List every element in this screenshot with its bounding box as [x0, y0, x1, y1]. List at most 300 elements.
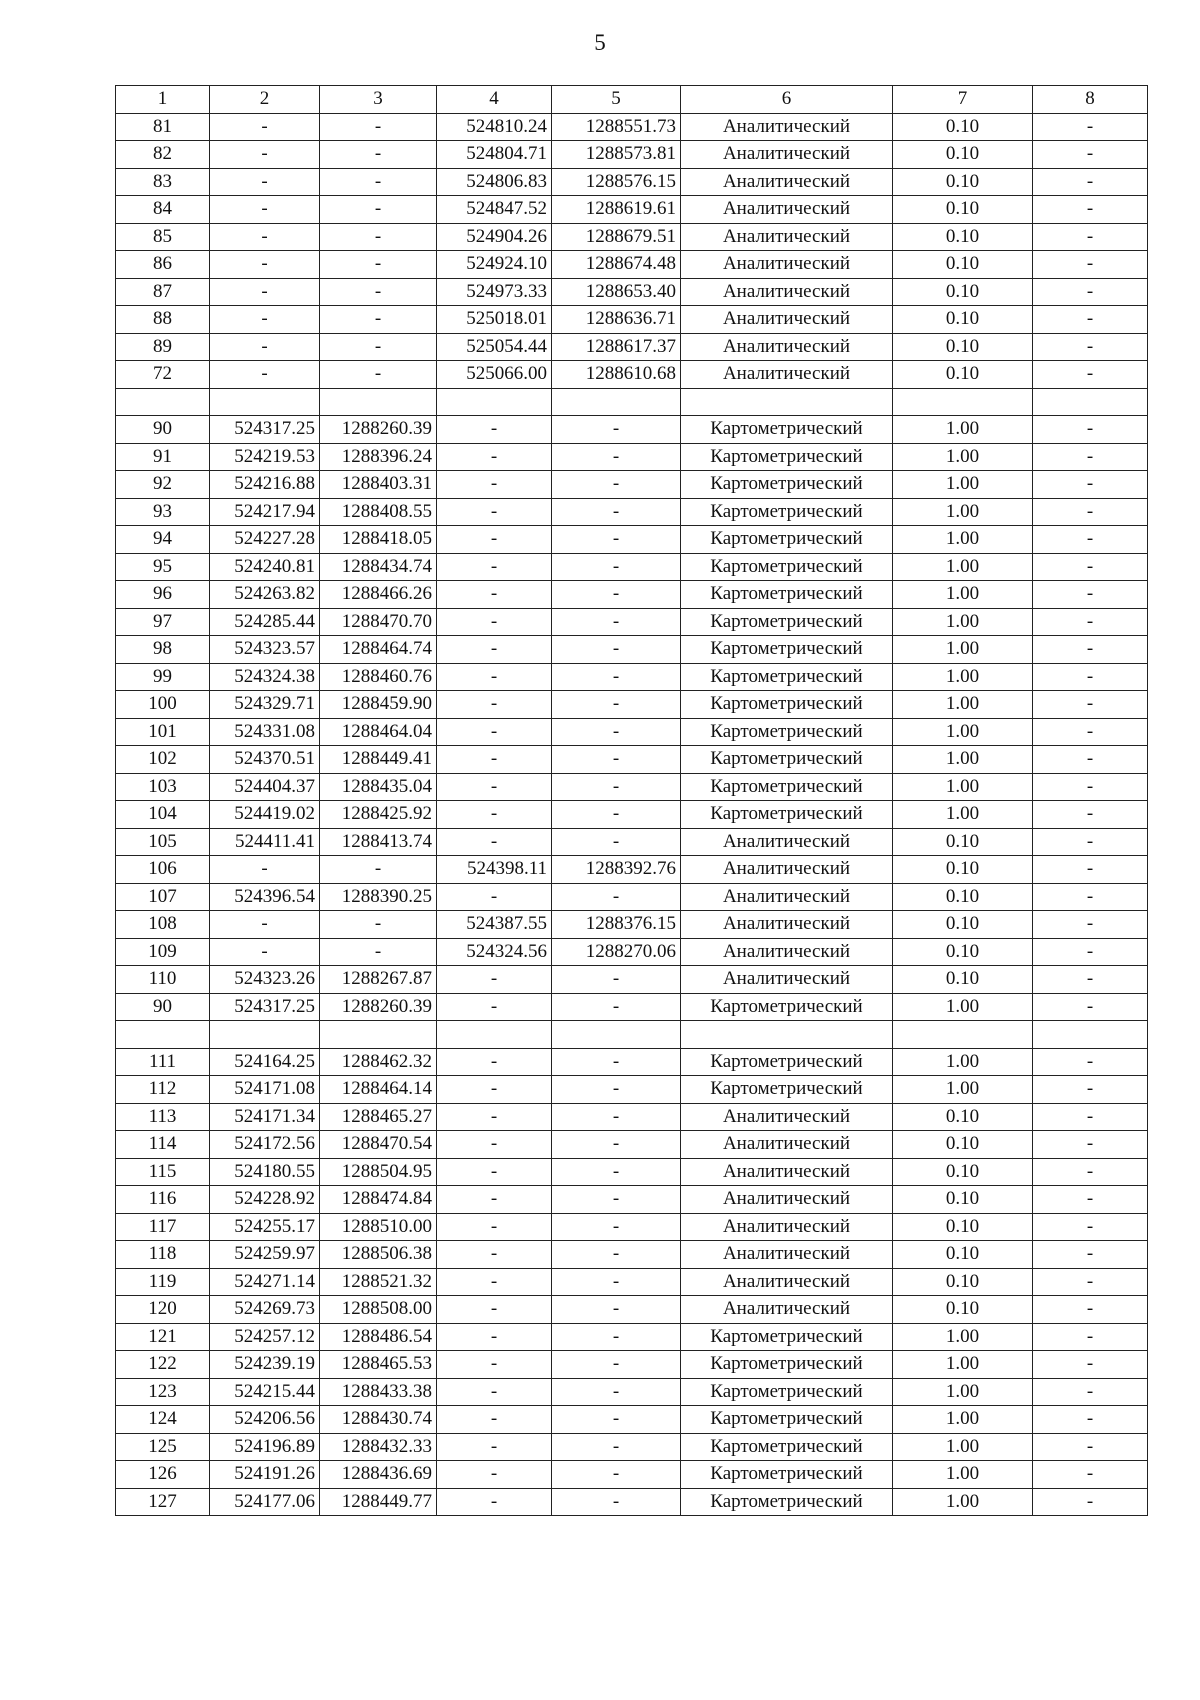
x-new-coord-cell: - — [437, 608, 552, 636]
y-coord-cell: 1288413.74 — [320, 828, 437, 856]
point-number-cell: 116 — [116, 1186, 210, 1214]
method-cell: Аналитический — [681, 196, 893, 224]
note-cell: - — [1033, 416, 1148, 444]
note-cell: - — [1033, 168, 1148, 196]
x-coord-cell: 524285.44 — [210, 608, 320, 636]
table-row — [116, 746, 1148, 774]
x-new-coord-cell: - — [437, 581, 552, 609]
method-cell: Картометрический — [681, 498, 893, 526]
x-new-coord-cell: - — [437, 1433, 552, 1461]
x-coord-cell: 524196.89 — [210, 1433, 320, 1461]
table-row — [116, 168, 1148, 196]
x-coord-cell: - — [210, 278, 320, 306]
x-new-coord-cell: 524810.24 — [437, 113, 552, 141]
point-number-cell: 84 — [116, 196, 210, 224]
y-coord-cell: 1288418.05 — [320, 526, 437, 554]
x-coord-cell: 524219.53 — [210, 443, 320, 471]
point-number-cell: 81 — [116, 113, 210, 141]
accuracy-cell: 0.10 — [893, 278, 1033, 306]
accuracy-cell: 1.00 — [893, 718, 1033, 746]
accuracy-cell: 0.10 — [893, 966, 1033, 994]
y-new-coord-cell: - — [552, 828, 681, 856]
x-new-coord-cell: - — [437, 1378, 552, 1406]
method-cell: Аналитический — [681, 278, 893, 306]
y-coord-cell: 1288464.74 — [320, 636, 437, 664]
x-new-coord-cell: - — [437, 691, 552, 719]
note-cell: - — [1033, 883, 1148, 911]
point-number-cell: 93 — [116, 498, 210, 526]
accuracy-cell: 1.00 — [893, 801, 1033, 829]
page-number: 5 — [594, 30, 606, 55]
y-coord-cell: 1288462.32 — [320, 1048, 437, 1076]
y-coord-cell: 1288504.95 — [320, 1158, 437, 1186]
note-cell: - — [1033, 1406, 1148, 1434]
table-row — [116, 1378, 1148, 1406]
point-number-cell: 126 — [116, 1461, 210, 1489]
column-header: 5 — [552, 86, 681, 114]
x-new-coord-cell: - — [437, 636, 552, 664]
x-new-coord-cell: - — [437, 1158, 552, 1186]
table-row — [116, 196, 1148, 224]
accuracy-cell: 0.10 — [893, 856, 1033, 884]
method-cell: Картометрический — [681, 1378, 893, 1406]
point-number-cell: 87 — [116, 278, 210, 306]
y-coord-cell: - — [320, 168, 437, 196]
y-new-coord-cell: - — [552, 1406, 681, 1434]
accuracy-cell: 0.10 — [893, 1268, 1033, 1296]
y-new-coord-cell: - — [552, 718, 681, 746]
accuracy-cell: 0.10 — [893, 1296, 1033, 1324]
method-cell: Картометрический — [681, 1323, 893, 1351]
point-number-cell: 113 — [116, 1103, 210, 1131]
column-header: 4 — [437, 86, 552, 114]
accuracy-cell: 0.10 — [893, 1213, 1033, 1241]
point-number-cell: 90 — [116, 993, 210, 1021]
y-new-coord-cell: - — [552, 1488, 681, 1516]
y-coord-cell: 1288260.39 — [320, 416, 437, 444]
accuracy-cell: 0.10 — [893, 883, 1033, 911]
y-coord-cell: 1288433.38 — [320, 1378, 437, 1406]
y-new-coord-cell: - — [552, 993, 681, 1021]
y-coord-cell: - — [320, 333, 437, 361]
table-row — [116, 416, 1148, 444]
point-number-cell: 101 — [116, 718, 210, 746]
method-cell: Картометрический — [681, 553, 893, 581]
x-new-coord-cell: 524324.56 — [437, 938, 552, 966]
x-new-coord-cell: - — [437, 1076, 552, 1104]
y-new-coord-cell: - — [552, 1268, 681, 1296]
method-cell: Аналитический — [681, 1158, 893, 1186]
method-cell: Аналитический — [681, 1186, 893, 1214]
point-number-cell: 92 — [116, 471, 210, 499]
accuracy-cell: 0.10 — [893, 1241, 1033, 1269]
point-number-cell: 97 — [116, 608, 210, 636]
y-new-coord-cell: - — [552, 1241, 681, 1269]
table-row — [116, 361, 1148, 389]
y-new-coord-cell: - — [552, 553, 681, 581]
accuracy-cell: 0.10 — [893, 113, 1033, 141]
point-number-cell: 105 — [116, 828, 210, 856]
accuracy-cell: 1.00 — [893, 636, 1033, 664]
note-cell: - — [1033, 1488, 1148, 1516]
point-number-cell: 85 — [116, 223, 210, 251]
note-cell: - — [1033, 1076, 1148, 1104]
accuracy-cell: 0.10 — [893, 1158, 1033, 1186]
table-row — [116, 1186, 1148, 1214]
x-new-coord-cell: - — [437, 1103, 552, 1131]
table-row — [116, 966, 1148, 994]
method-cell: Аналитический — [681, 938, 893, 966]
x-coord-cell: - — [210, 196, 320, 224]
x-coord-cell: 524240.81 — [210, 553, 320, 581]
column-header: 7 — [893, 86, 1033, 114]
y-new-coord-cell — [552, 388, 681, 416]
x-coord-cell: 524411.41 — [210, 828, 320, 856]
table-row — [116, 471, 1148, 499]
x-coord-cell: 524263.82 — [210, 581, 320, 609]
y-coord-cell: 1288430.74 — [320, 1406, 437, 1434]
y-coord-cell: - — [320, 141, 437, 169]
note-cell: - — [1033, 1213, 1148, 1241]
method-cell: Картометрический — [681, 1461, 893, 1489]
y-new-coord-cell: 1288636.71 — [552, 306, 681, 334]
y-new-coord-cell: 1288674.48 — [552, 251, 681, 279]
method-cell: Аналитический — [681, 168, 893, 196]
y-coord-cell: - — [320, 278, 437, 306]
y-coord-cell: 1288506.38 — [320, 1241, 437, 1269]
accuracy-cell: 0.10 — [893, 361, 1033, 389]
x-new-coord-cell: - — [437, 1461, 552, 1489]
x-new-coord-cell: - — [437, 443, 552, 471]
table-row — [116, 1158, 1148, 1186]
x-new-coord-cell — [437, 388, 552, 416]
accuracy-cell: 0.10 — [893, 1103, 1033, 1131]
x-coord-cell: - — [210, 306, 320, 334]
table-row — [116, 911, 1148, 939]
accuracy-cell: 1.00 — [893, 773, 1033, 801]
accuracy-cell: 1.00 — [893, 1048, 1033, 1076]
method-cell: Картометрический — [681, 718, 893, 746]
accuracy-cell: 1.00 — [893, 1406, 1033, 1434]
y-new-coord-cell: 1288619.61 — [552, 196, 681, 224]
method-cell: Картометрический — [681, 1048, 893, 1076]
x-coord-cell: 524172.56 — [210, 1131, 320, 1159]
y-new-coord-cell: - — [552, 966, 681, 994]
method-cell: Аналитический — [681, 361, 893, 389]
point-number-cell: 118 — [116, 1241, 210, 1269]
method-cell: Картометрический — [681, 581, 893, 609]
x-coord-cell — [210, 1021, 320, 1049]
table-row — [116, 938, 1148, 966]
method-cell: Картометрический — [681, 608, 893, 636]
table-row — [116, 883, 1148, 911]
x-coord-cell: 524171.08 — [210, 1076, 320, 1104]
method-cell: Аналитический — [681, 1103, 893, 1131]
y-new-coord-cell: - — [552, 1158, 681, 1186]
x-new-coord-cell: - — [437, 966, 552, 994]
note-cell: - — [1033, 993, 1148, 1021]
x-coord-cell: 524324.38 — [210, 663, 320, 691]
table-row — [116, 663, 1148, 691]
y-coord-cell: 1288521.32 — [320, 1268, 437, 1296]
accuracy-cell: 0.10 — [893, 196, 1033, 224]
point-number-cell: 107 — [116, 883, 210, 911]
x-coord-cell: 524323.57 — [210, 636, 320, 664]
accuracy-cell: 1.00 — [893, 1323, 1033, 1351]
y-coord-cell: 1288464.14 — [320, 1076, 437, 1104]
y-new-coord-cell: - — [552, 1186, 681, 1214]
accuracy-cell: 1.00 — [893, 1378, 1033, 1406]
method-cell: Аналитический — [681, 1131, 893, 1159]
note-cell: - — [1033, 691, 1148, 719]
table-row — [116, 526, 1148, 554]
y-coord-cell: - — [320, 223, 437, 251]
x-coord-cell: - — [210, 251, 320, 279]
x-new-coord-cell: - — [437, 553, 552, 581]
table-row — [116, 608, 1148, 636]
x-new-coord-cell: - — [437, 1323, 552, 1351]
table-row — [116, 278, 1148, 306]
x-coord-cell — [210, 388, 320, 416]
accuracy-cell: 0.10 — [893, 1186, 1033, 1214]
note-cell: - — [1033, 361, 1148, 389]
method-cell: Картометрический — [681, 443, 893, 471]
table-row — [116, 1488, 1148, 1516]
method-cell: Картометрический — [681, 1406, 893, 1434]
method-cell: Картометрический — [681, 663, 893, 691]
method-cell: Аналитический — [681, 1268, 893, 1296]
accuracy-cell — [893, 388, 1033, 416]
note-cell: - — [1033, 911, 1148, 939]
accuracy-cell: 1.00 — [893, 608, 1033, 636]
y-new-coord-cell: 1288610.68 — [552, 361, 681, 389]
table-row — [116, 1461, 1148, 1489]
method-cell: Картометрический — [681, 1488, 893, 1516]
x-coord-cell: 524323.26 — [210, 966, 320, 994]
y-new-coord-cell: - — [552, 636, 681, 664]
x-coord-cell: 524331.08 — [210, 718, 320, 746]
y-coord-cell: 1288436.69 — [320, 1461, 437, 1489]
note-cell: - — [1033, 801, 1148, 829]
table-row — [116, 251, 1148, 279]
point-number-cell: 123 — [116, 1378, 210, 1406]
note-cell: - — [1033, 278, 1148, 306]
accuracy-cell: 1.00 — [893, 1351, 1033, 1379]
point-number-cell: 110 — [116, 966, 210, 994]
accuracy-cell: 0.10 — [893, 938, 1033, 966]
x-new-coord-cell: - — [437, 663, 552, 691]
point-number-cell: 122 — [116, 1351, 210, 1379]
note-cell — [1033, 388, 1148, 416]
table-row — [116, 333, 1148, 361]
y-new-coord-cell: - — [552, 691, 681, 719]
note-cell: - — [1033, 636, 1148, 664]
point-number-cell: 106 — [116, 856, 210, 884]
note-cell: - — [1033, 471, 1148, 499]
x-new-coord-cell: - — [437, 993, 552, 1021]
table-row — [116, 443, 1148, 471]
y-coord-cell: 1288465.27 — [320, 1103, 437, 1131]
note-cell: - — [1033, 1158, 1148, 1186]
x-new-coord-cell: - — [437, 498, 552, 526]
x-new-coord-cell: 525066.00 — [437, 361, 552, 389]
point-number-cell: 112 — [116, 1076, 210, 1104]
y-coord-cell: 1288435.04 — [320, 773, 437, 801]
x-new-coord-cell: - — [437, 1186, 552, 1214]
x-coord-cell: 524239.19 — [210, 1351, 320, 1379]
x-coord-cell: 524257.12 — [210, 1323, 320, 1351]
table-row — [116, 1351, 1148, 1379]
accuracy-cell: 0.10 — [893, 306, 1033, 334]
accuracy-cell: 0.10 — [893, 1131, 1033, 1159]
method-cell: Картометрический — [681, 526, 893, 554]
x-new-coord-cell: - — [437, 1406, 552, 1434]
y-new-coord-cell: - — [552, 746, 681, 774]
y-coord-cell: 1288459.90 — [320, 691, 437, 719]
y-new-coord-cell: - — [552, 1131, 681, 1159]
y-coord-cell: 1288508.00 — [320, 1296, 437, 1324]
x-coord-cell: - — [210, 223, 320, 251]
method-cell: Картометрический — [681, 1076, 893, 1104]
y-new-coord-cell: 1288617.37 — [552, 333, 681, 361]
note-cell: - — [1033, 113, 1148, 141]
method-cell: Картометрический — [681, 801, 893, 829]
point-number-cell: 102 — [116, 746, 210, 774]
point-number-cell: 100 — [116, 691, 210, 719]
y-new-coord-cell: 1288376.15 — [552, 911, 681, 939]
x-new-coord-cell: - — [437, 416, 552, 444]
point-number-cell — [116, 388, 210, 416]
point-number-cell: 94 — [116, 526, 210, 554]
y-new-coord-cell: - — [552, 883, 681, 911]
y-coord-cell: 1288449.41 — [320, 746, 437, 774]
note-cell: - — [1033, 966, 1148, 994]
x-new-coord-cell: 524398.11 — [437, 856, 552, 884]
method-cell: Аналитический — [681, 306, 893, 334]
x-new-coord-cell: - — [437, 773, 552, 801]
y-new-coord-cell: 1288576.15 — [552, 168, 681, 196]
note-cell: - — [1033, 828, 1148, 856]
x-coord-cell: 524191.26 — [210, 1461, 320, 1489]
point-number-cell: 86 — [116, 251, 210, 279]
y-coord-cell: 1288460.76 — [320, 663, 437, 691]
note-cell: - — [1033, 141, 1148, 169]
note-cell: - — [1033, 498, 1148, 526]
y-new-coord-cell: 1288679.51 — [552, 223, 681, 251]
x-new-coord-cell: 524847.52 — [437, 196, 552, 224]
method-cell — [681, 388, 893, 416]
point-number-cell: 121 — [116, 1323, 210, 1351]
method-cell: Аналитический — [681, 141, 893, 169]
x-coord-cell: 524396.54 — [210, 883, 320, 911]
x-new-coord-cell: - — [437, 1048, 552, 1076]
y-coord-cell: 1288390.25 — [320, 883, 437, 911]
y-coord-cell: - — [320, 911, 437, 939]
y-new-coord-cell: - — [552, 1076, 681, 1104]
y-new-coord-cell: 1288653.40 — [552, 278, 681, 306]
method-cell: Аналитический — [681, 883, 893, 911]
table-row — [116, 856, 1148, 884]
point-number-cell: 125 — [116, 1433, 210, 1461]
accuracy-cell: 1.00 — [893, 1076, 1033, 1104]
method-cell: Картометрический — [681, 636, 893, 664]
x-new-coord-cell: 525018.01 — [437, 306, 552, 334]
y-coord-cell: 1288267.87 — [320, 966, 437, 994]
x-coord-cell: 524269.73 — [210, 1296, 320, 1324]
y-new-coord-cell: 1288392.76 — [552, 856, 681, 884]
method-cell: Картометрический — [681, 746, 893, 774]
accuracy-cell: 1.00 — [893, 1461, 1033, 1489]
x-new-coord-cell: 524904.26 — [437, 223, 552, 251]
y-coord-cell: - — [320, 361, 437, 389]
table-row — [116, 801, 1148, 829]
method-cell: Картометрический — [681, 993, 893, 1021]
table-row — [116, 1268, 1148, 1296]
x-coord-cell: 524370.51 — [210, 746, 320, 774]
accuracy-cell: 1.00 — [893, 581, 1033, 609]
y-new-coord-cell: - — [552, 801, 681, 829]
point-number-cell: 89 — [116, 333, 210, 361]
point-number-cell: 103 — [116, 773, 210, 801]
y-new-coord-cell: - — [552, 1048, 681, 1076]
table-row — [116, 636, 1148, 664]
point-number-cell: 127 — [116, 1488, 210, 1516]
y-new-coord-cell: 1288551.73 — [552, 113, 681, 141]
accuracy-cell: 1.00 — [893, 553, 1033, 581]
table-body — [116, 113, 1148, 1516]
point-number-cell: 72 — [116, 361, 210, 389]
x-coord-cell: 524180.55 — [210, 1158, 320, 1186]
x-new-coord-cell — [437, 1021, 552, 1049]
table-row — [116, 828, 1148, 856]
column-header: 3 — [320, 86, 437, 114]
y-coord-cell: 1288260.39 — [320, 993, 437, 1021]
accuracy-cell: 0.10 — [893, 168, 1033, 196]
y-new-coord-cell: - — [552, 1323, 681, 1351]
column-header: 6 — [681, 86, 893, 114]
x-coord-cell: - — [210, 141, 320, 169]
note-cell: - — [1033, 1461, 1148, 1489]
table-row — [116, 1323, 1148, 1351]
x-new-coord-cell: - — [437, 718, 552, 746]
x-new-coord-cell: 524804.71 — [437, 141, 552, 169]
accuracy-cell: 1.00 — [893, 691, 1033, 719]
method-cell: Аналитический — [681, 223, 893, 251]
y-new-coord-cell: - — [552, 773, 681, 801]
note-cell: - — [1033, 333, 1148, 361]
method-cell: Аналитический — [681, 251, 893, 279]
table-row — [116, 388, 1148, 416]
y-coord-cell: - — [320, 938, 437, 966]
accuracy-cell: 1.00 — [893, 416, 1033, 444]
note-cell: - — [1033, 581, 1148, 609]
table-row — [116, 773, 1148, 801]
y-new-coord-cell: - — [552, 581, 681, 609]
note-cell: - — [1033, 1131, 1148, 1159]
x-coord-cell: 524317.25 — [210, 416, 320, 444]
note-cell: - — [1033, 1323, 1148, 1351]
point-number-cell: 115 — [116, 1158, 210, 1186]
point-number-cell: 96 — [116, 581, 210, 609]
y-coord-cell: 1288470.54 — [320, 1131, 437, 1159]
point-number-cell: 82 — [116, 141, 210, 169]
point-number-cell: 95 — [116, 553, 210, 581]
point-number-cell: 83 — [116, 168, 210, 196]
x-coord-cell: 524419.02 — [210, 801, 320, 829]
x-coord-cell: - — [210, 113, 320, 141]
x-coord-cell: 524171.34 — [210, 1103, 320, 1131]
y-new-coord-cell: - — [552, 471, 681, 499]
